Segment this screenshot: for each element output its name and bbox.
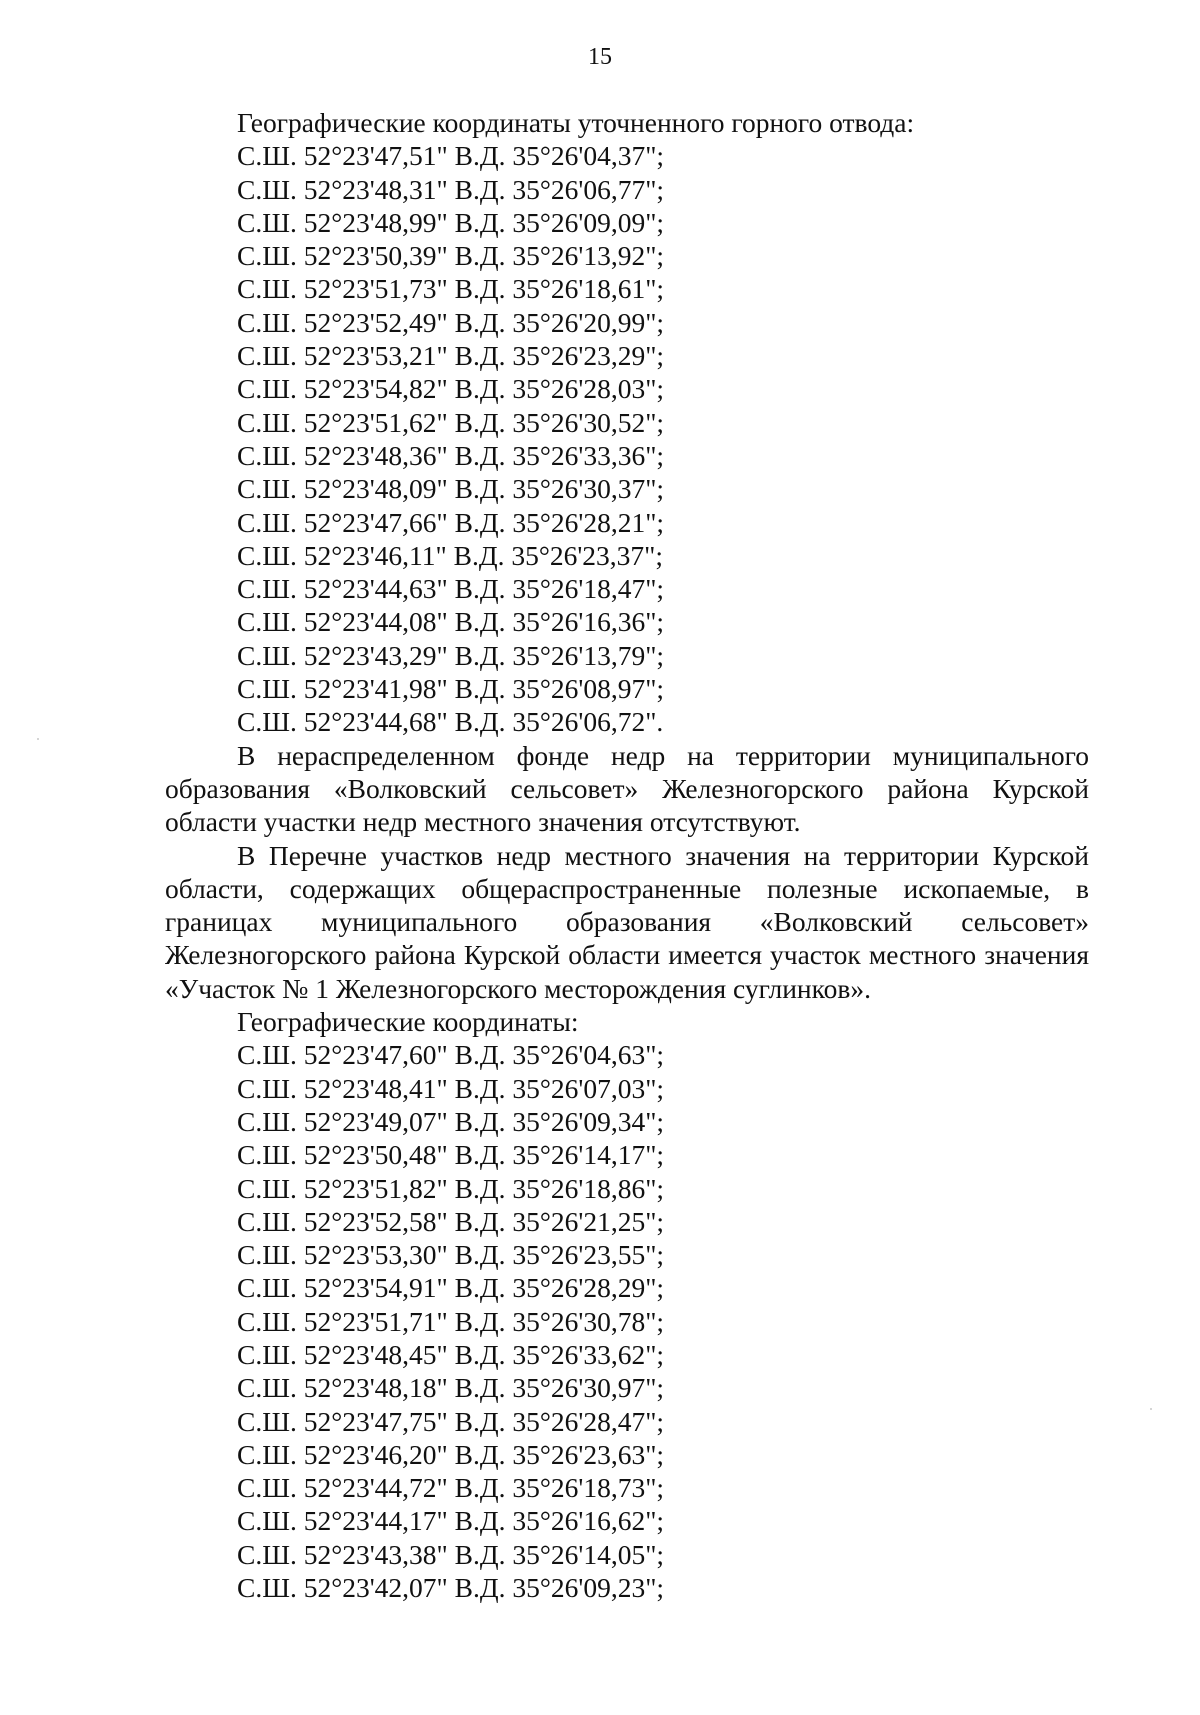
document-body — [165, 106, 1089, 1604]
coordinate-line: С.Ш. 52°23'48,31" В.Д. 35°26'06,77"; — [237, 173, 665, 205]
coordinate-line: С.Ш. 52°23'44,72" В.Д. 35°26'18,73"; — [237, 1472, 665, 1504]
coordinate-line: С.Ш. 52°23'48,18" В.Д. 35°26'30,97"; — [237, 1372, 665, 1404]
coordinate-line: С.Ш. 52°23'51,82" В.Д. 35°26'18,86"; — [237, 1172, 665, 1204]
coordinate-line: С.Ш. 52°23'48,36" В.Д. 35°26'33,36"; — [237, 439, 665, 471]
coordinate-line: С.Ш. 52°23'44,68" В.Д. 35°26'06,72". — [237, 706, 664, 738]
section2-coordinate-list — [165, 1038, 1089, 1604]
page-number: 15 — [588, 44, 612, 70]
coordinate-line: С.Ш. 52°23'41,98" В.Д. 35°26'08,97"; — [237, 673, 665, 705]
paragraph-subsoil-list: В Перечне участков недр местного значения на территории Курской области, содержащих общераспространенные полезные ископаемые, в границах муниципального образования «Волковский сельсовет» Железногорского района Курской области имеется участок местного значения «Участок № 1 Железногорского месторождения суглинков». — [165, 839, 1089, 1004]
coordinate-line: С.Ш. 52°23'48,99" В.Д. 35°26'09,09"; — [237, 206, 665, 238]
coordinate-line: С.Ш. 52°23'48,41" В.Д. 35°26'07,03"; — [237, 1072, 665, 1104]
section2-heading: Географические координаты: — [237, 1006, 579, 1038]
coordinate-line: С.Ш. 52°23'48,45" В.Д. 35°26'33,62"; — [237, 1338, 665, 1370]
section1-coordinate-list — [165, 139, 1089, 738]
coordinate-line: С.Ш. 52°23'50,48" В.Д. 35°26'14,17"; — [237, 1139, 665, 1171]
coordinate-line: С.Ш. 52°23'43,38" В.Д. 35°26'14,05"; — [237, 1538, 665, 1570]
coordinate-line: С.Ш. 52°23'46,11" В.Д. 35°26'23,37"; — [237, 539, 664, 571]
coordinate-line: С.Ш. 52°23'47,51" В.Д. 35°26'04,37"; — [237, 140, 665, 172]
coordinate-line: С.Ш. 52°23'50,39" В.Д. 35°26'13,92"; — [237, 240, 665, 272]
coordinate-line: С.Ш. 52°23'54,91" В.Д. 35°26'28,29"; — [237, 1272, 665, 1304]
coordinate-line: С.Ш. 52°23'44,08" В.Д. 35°26'16,36"; — [237, 606, 665, 638]
scan-speck — [37, 738, 39, 740]
coordinate-line: С.Ш. 52°23'54,82" В.Д. 35°26'28,03"; — [237, 373, 665, 405]
coordinate-line: С.Ш. 52°23'47,66" В.Д. 35°26'28,21"; — [237, 506, 665, 538]
paragraph-unallocated-fund: В нераспределенном фонде недр на территории муниципального образования «Волковский сельсовет» Железногорского района Курской области участки недр местного значения отсутствуют. — [165, 739, 1089, 838]
coordinate-line: С.Ш. 52°23'52,49" В.Д. 35°26'20,99"; — [237, 306, 665, 338]
coordinate-line: С.Ш. 52°23'53,21" В.Д. 35°26'23,29"; — [237, 340, 665, 372]
coordinate-line: С.Ш. 52°23'42,07" В.Д. 35°26'09,23"; — [237, 1572, 665, 1604]
coordinate-line: С.Ш. 52°23'44,17" В.Д. 35°26'16,62"; — [237, 1505, 665, 1537]
coordinate-line: С.Ш. 52°23'43,29" В.Д. 35°26'13,79"; — [237, 639, 665, 671]
section1-heading: Географические координаты уточненного горного отвода: — [237, 107, 915, 138]
coordinate-line: С.Ш. 52°23'51,73" В.Д. 35°26'18,61"; — [237, 273, 665, 305]
scan-speck — [1150, 1408, 1152, 1410]
coordinate-line: С.Ш. 52°23'44,63" В.Д. 35°26'18,47"; — [237, 573, 665, 605]
coordinate-line: С.Ш. 52°23'51,62" В.Д. 35°26'30,52"; — [237, 406, 665, 438]
coordinate-line: С.Ш. 52°23'46,20" В.Д. 35°26'23,63"; — [237, 1438, 665, 1470]
coordinate-line: С.Ш. 52°23'47,75" В.Д. 35°26'28,47"; — [237, 1405, 665, 1437]
coordinate-line: С.Ш. 52°23'47,60" В.Д. 35°26'04,63"; — [237, 1039, 665, 1071]
coordinate-line: С.Ш. 52°23'52,58" В.Д. 35°26'21,25"; — [237, 1205, 665, 1237]
coordinate-line: С.Ш. 52°23'48,09" В.Д. 35°26'30,37"; — [237, 473, 665, 505]
coordinate-line: С.Ш. 52°23'53,30" В.Д. 35°26'23,55"; — [237, 1239, 665, 1271]
coordinate-line: С.Ш. 52°23'49,07" В.Д. 35°26'09,34"; — [237, 1105, 665, 1137]
coordinate-line: С.Ш. 52°23'51,71" В.Д. 35°26'30,78"; — [237, 1305, 665, 1337]
